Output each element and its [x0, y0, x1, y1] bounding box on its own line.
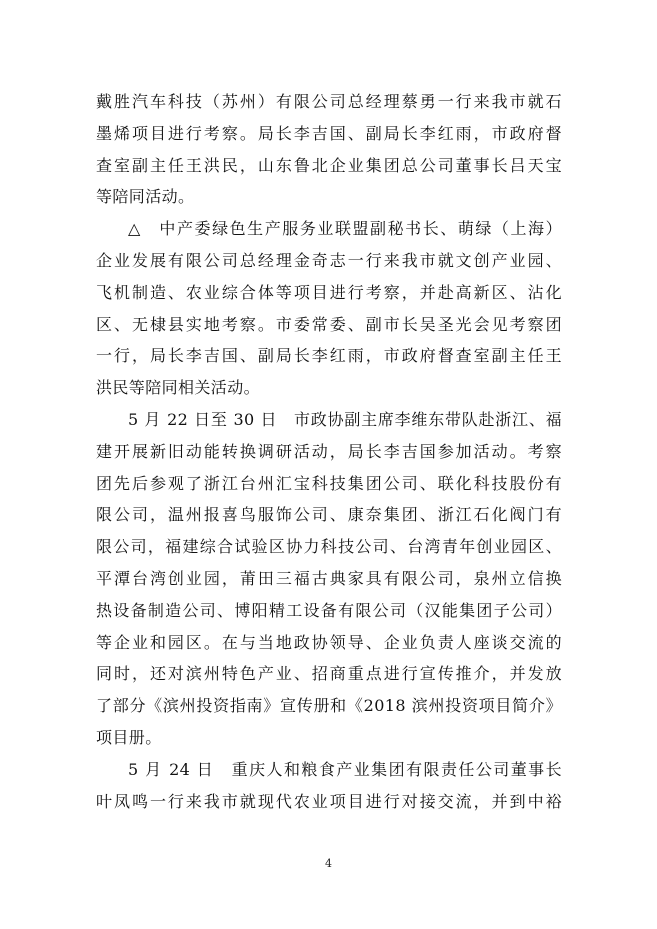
text-line: 区、无棣县实地考察。市委常委、副市长吴圣光会见考察团 — [96, 314, 562, 334]
text-line: 一行，局长李吉国、副局长李红雨，市政府督查室副主任王 — [96, 346, 562, 366]
text-line: 平潭台湾创业园，莆田三福古典家具有限公司，泉州立信换 — [96, 568, 562, 588]
text-line: 等陪同活动。 — [96, 187, 195, 207]
text-line: 团先后参观了浙江台州汇宝科技集团公司、联化科技股份有 — [96, 473, 562, 493]
paragraph-2 — [96, 213, 562, 404]
text-line: 5 月 24 日 重庆人和粮食产业集团有限责任公司董事长 — [128, 759, 562, 779]
body-text — [96, 86, 562, 817]
text-line: 戴胜汽车科技（苏州）有限公司总经理蔡勇一行来我市就石 — [96, 92, 562, 111]
paragraph-3 — [96, 404, 562, 754]
text-line: 5 月 22 日至 30 日 市政协副主席李维东带队赴浙江、福 — [128, 409, 562, 429]
paragraph-1 — [96, 86, 562, 213]
text-line: 飞机制造、农业综合体等项目进行考察，并赴高新区、沾化 — [96, 282, 562, 302]
text-line: 等企业和园区。在与当地政协领导、企业负责人座谈交流的 — [96, 632, 562, 652]
text-line: 查室副主任王洪民，山东鲁北企业集团总公司董事长吕天宝 — [96, 155, 562, 175]
paragraph-4 — [96, 754, 562, 818]
text-line: 墨烯项目进行考察。局长李吉国、副局长李红雨，市政府督 — [96, 123, 562, 143]
text-line: △ 中产委绿色生产服务业联盟副秘书长、萌绿（上海） — [128, 219, 562, 239]
text-line: 限公司，福建综合试验区协力科技公司、台湾青年创业园区、 — [96, 537, 562, 557]
text-line: 了部分《滨州投资指南》宣传册和《2018 滨州投资项目简介》 — [96, 696, 562, 716]
text-line: 限公司，温州报喜鸟服饰公司、康奈集团、浙江石化阀门有 — [96, 505, 562, 525]
page-number: 4 — [325, 857, 332, 870]
text-line: 叶凤鸣一行来我市就现代农业项目进行对接交流，并到中裕 — [96, 791, 562, 811]
text-line: 项目册。 — [96, 727, 162, 747]
text-line: 热设备制造公司、博阳精工设备有限公司（汉能集团子公司） — [96, 600, 562, 620]
text-line: 企业发展有限公司总经理金奇志一行来我市就文创产业园、 — [96, 250, 562, 270]
text-line: 建开展新旧动能转换调研活动，局长李吉国参加活动。考察 — [96, 441, 562, 461]
text-line: 同时，还对滨州特色产业、招商重点进行宣传推介，并发放 — [96, 664, 562, 684]
text-line: 洪民等陪同相关活动。 — [96, 378, 261, 398]
